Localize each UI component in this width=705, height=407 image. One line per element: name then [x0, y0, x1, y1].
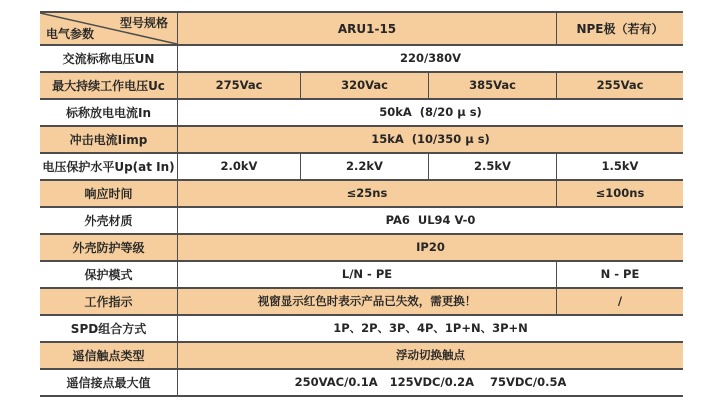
value-cell: 15kA (10/350 μ s)	[177, 127, 683, 152]
table-row	[40, 262, 683, 289]
value-cell: 275Vac	[177, 73, 300, 98]
value-cell: ≤100ns	[556, 181, 683, 206]
value-cell: 320Vac	[300, 73, 428, 98]
npe-header-cell: NPE极（若有）	[556, 13, 683, 44]
row-label: 冲击电流Iimp	[69, 132, 148, 147]
table-row	[40, 181, 683, 208]
value-cell: ≤25ns	[177, 181, 556, 206]
row-label: 遥信触点类型	[72, 348, 145, 363]
corner-model-spec-label: 型号规格	[119, 16, 168, 30]
value-cell: 浮动切换触点	[177, 343, 683, 368]
table-row	[40, 73, 683, 100]
row-label: 外壳材质	[84, 213, 133, 228]
corner-electrical-params-label: 电气参数	[46, 27, 95, 41]
value-cell: 220/380V	[177, 46, 683, 71]
model-header-cell: ARU1-15	[177, 13, 556, 44]
row-label: 响应时间	[84, 186, 133, 201]
value-cell: 2.2kV	[300, 154, 428, 179]
row-label: 电压保护水平Up(at In)	[42, 159, 175, 174]
value-cell: 视窗显示红色时表示产品已失效，需更换！	[177, 289, 556, 314]
value-cell: N - PE	[556, 262, 683, 287]
table-header-row	[40, 13, 683, 46]
value-cell: 385Vac	[428, 73, 556, 98]
value-cell: PA6 UL94 V-0	[177, 208, 683, 233]
table-row	[40, 100, 683, 127]
table-row	[40, 370, 683, 397]
table-row	[40, 46, 683, 73]
row-label: 工作指示	[84, 294, 133, 309]
value-cell: 50kA (8/20 μ s)	[177, 100, 683, 125]
value-cell: IP20	[177, 235, 683, 260]
table-row	[40, 316, 683, 343]
value-cell: 1.5kV	[556, 154, 683, 179]
table-row	[40, 235, 683, 262]
table-row	[40, 127, 683, 154]
table-row	[40, 154, 683, 181]
value-cell: 1P、2P、3P、4P、1P+N、3P+N	[177, 316, 683, 341]
value-cell: 2.0kV	[177, 154, 300, 179]
row-label: 最大持续工作电压Uc	[52, 78, 165, 93]
value-cell: 255Vac	[556, 73, 683, 98]
row-label: 交流标称电压UN	[62, 51, 155, 66]
row-label: 遥信接点最大值	[66, 375, 151, 390]
row-label: 保护模式	[84, 267, 133, 282]
spec-table	[40, 11, 683, 397]
value-cell: /	[556, 289, 683, 314]
table-row	[40, 289, 683, 316]
row-label: SPD组合方式	[70, 321, 147, 336]
corner-cell	[40, 13, 177, 44]
table-row	[40, 208, 683, 235]
value-cell: 2.5kV	[428, 154, 556, 179]
table-row	[40, 343, 683, 370]
value-cell: L/N - PE	[177, 262, 556, 287]
value-cell: 250VAC/0.1A 125VDC/0.2A 75VDC/0.5A	[177, 370, 683, 395]
row-label: 外壳防护等级	[72, 240, 145, 255]
row-label: 标称放电电流In	[65, 105, 151, 120]
